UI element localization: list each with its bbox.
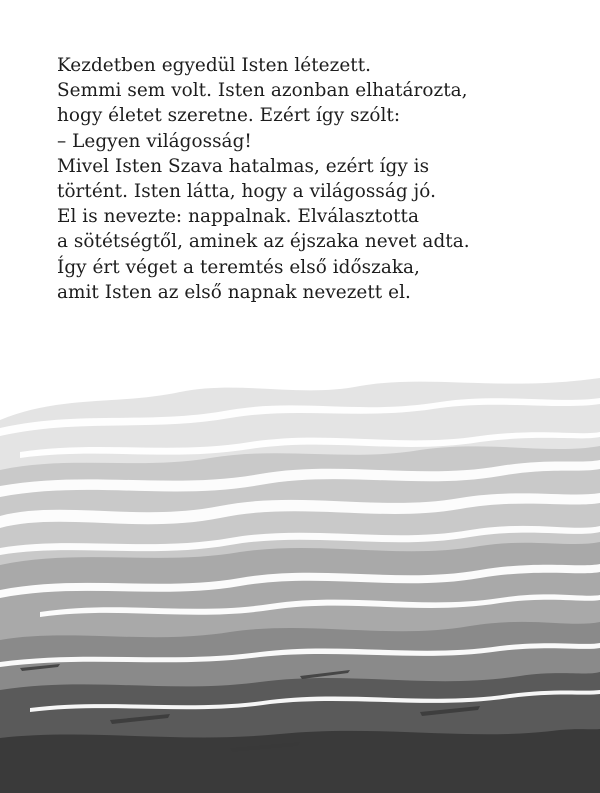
story-line: történt. Isten látta, hogy a világosság jó.: [57, 181, 437, 203]
wave-band-darkest: [0, 729, 600, 793]
story-line: Kezdetben egyedül Isten létezett.: [57, 55, 372, 76]
story-line: a sötétségtől, aminek az éjszaka nevet adta.: [57, 231, 470, 253]
story-line: – Legyen világosság!: [57, 130, 252, 152]
story-line: hogy életet szeretne. Ezért így szólt:: [57, 105, 401, 127]
story-line: Mivel Isten Szava hatalmas, ezért így is: [57, 155, 430, 177]
story-line: Így ért véget a teremtés első időszaka,: [57, 256, 420, 278]
story-line: El is nevezte: nappalnak. Elválasztotta: [57, 206, 419, 228]
sea-waves-illustration: [0, 360, 600, 793]
story-line: Semmi sem volt. Isten azonban elhatározta,: [57, 80, 468, 102]
story-text: [57, 53, 537, 305]
story-line: amit Isten az első napnak nevezett el.: [57, 281, 411, 303]
